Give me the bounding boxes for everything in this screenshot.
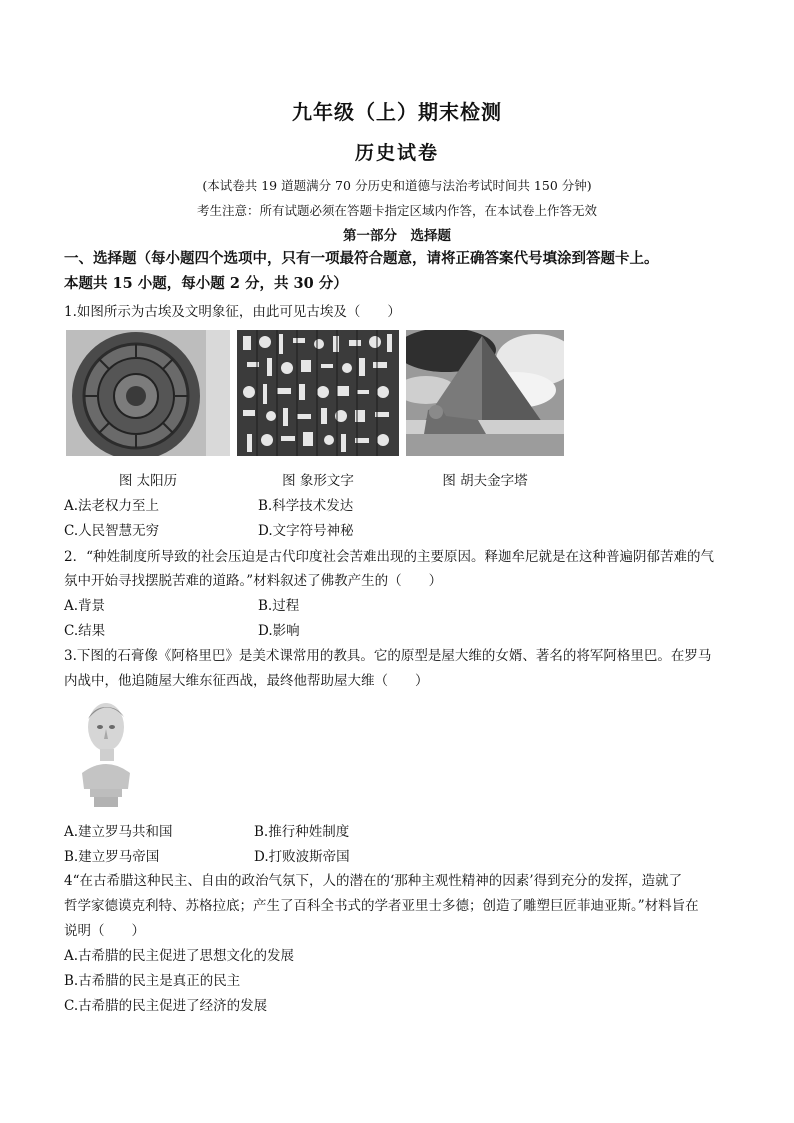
q1-option-a: A.法老权力至上 bbox=[64, 498, 160, 514]
q3-option-c: B.建立罗马帝国 bbox=[64, 849, 160, 865]
exam-title: 九年级（上）期末检测 bbox=[292, 100, 502, 124]
q2-option-c: C.结果 bbox=[64, 623, 106, 639]
pyramid-image bbox=[406, 330, 564, 456]
q4-option-c: C.古希腊的民主促进了经济的发展 bbox=[64, 998, 268, 1014]
q2-stem-line1: 2．“种姓制度所导致的社会压迫是古代印度社会苦难出现的主要原因。释迦牟尼就是在这种普遍阴郁苦难的气 bbox=[64, 549, 714, 565]
caption-sun-calendar: 图 太阳历 bbox=[118, 473, 178, 489]
q4-option-a: A.古希腊的民主促进了思想文化的发展 bbox=[64, 948, 295, 964]
q1-option-d: D.文字符号神秘 bbox=[258, 523, 354, 539]
q2-option-b: B.过程 bbox=[258, 598, 300, 614]
exam-info: (本试卷共 19 道题满分 70 分历史和道德与法治考试时间共 150 分钟) bbox=[202, 178, 592, 193]
section-heading-line2: 本题共 15 小题，每小题 2 分，共 30 分） bbox=[64, 275, 348, 292]
q2-option-a: A.背景 bbox=[64, 598, 106, 614]
q1-option-c: C.人民智慧无穷 bbox=[64, 523, 160, 539]
section-heading-line1: 一、选择题（每小题四个选项中，只有一项最符合题意，请将正确答案代号填涂到答题卡上。 bbox=[64, 250, 659, 267]
q3-option-b: B.推行种姓制度 bbox=[254, 824, 350, 840]
q2-stem-line2: 氛中开始寻找摆脱苦难的道路。”材料叙述了佛教产生的（ ） bbox=[64, 573, 443, 589]
q3-stem-line1: 3.下图的石膏像《阿格里巴》是美术课常用的教具。它的原型是屋大维的女婿、著名的将军阿格里巴。在罗马 bbox=[64, 648, 712, 664]
exam-notice: 考生注意：所有试题必须在答题卡指定区域内作答，在本试卷上作答无效 bbox=[196, 203, 597, 218]
q4-stem-line1: 4“在古希腊这种民主、自由的政治气氛下，人的潜在的‘那种主观性精神的因素’得到充分的发挥，造就了 bbox=[64, 873, 683, 889]
caption-hieroglyphs: 图 象形文字 bbox=[282, 473, 354, 489]
q3-option-a: A.建立罗马共和国 bbox=[64, 824, 173, 840]
caption-pyramid: 图 胡夫金字塔 bbox=[442, 473, 528, 489]
q3-option-d: D.打败波斯帝国 bbox=[254, 849, 350, 865]
q4-option-b: B.古希腊的民主是真正的民主 bbox=[64, 973, 241, 989]
sun-calendar-image bbox=[66, 330, 230, 456]
q3-stem-line2: 内战中，他追随屋大维东征西战，最终他帮助屋大维（ ） bbox=[64, 673, 429, 689]
agrippa-bust-image bbox=[74, 697, 134, 809]
hieroglyphs-image bbox=[237, 330, 399, 456]
exam-subject: 历史试卷 bbox=[354, 142, 439, 164]
q4-stem-line3: 说明（ ） bbox=[64, 923, 145, 939]
q2-option-d: D.影响 bbox=[258, 623, 300, 639]
q1-option-b: B.科学技术发达 bbox=[258, 498, 354, 514]
part-heading: 第一部分 选择题 bbox=[343, 228, 451, 244]
q1-stem: 1.如图所示为古埃及文明象征，由此可见古埃及（ ） bbox=[64, 304, 401, 320]
q4-stem-line2: 哲学家德谟克利特、苏格拉底；产生了百科全书式的学者亚里士多德；创造了雕塑巨匠菲迪亚斯。”材料旨在 bbox=[64, 898, 699, 914]
